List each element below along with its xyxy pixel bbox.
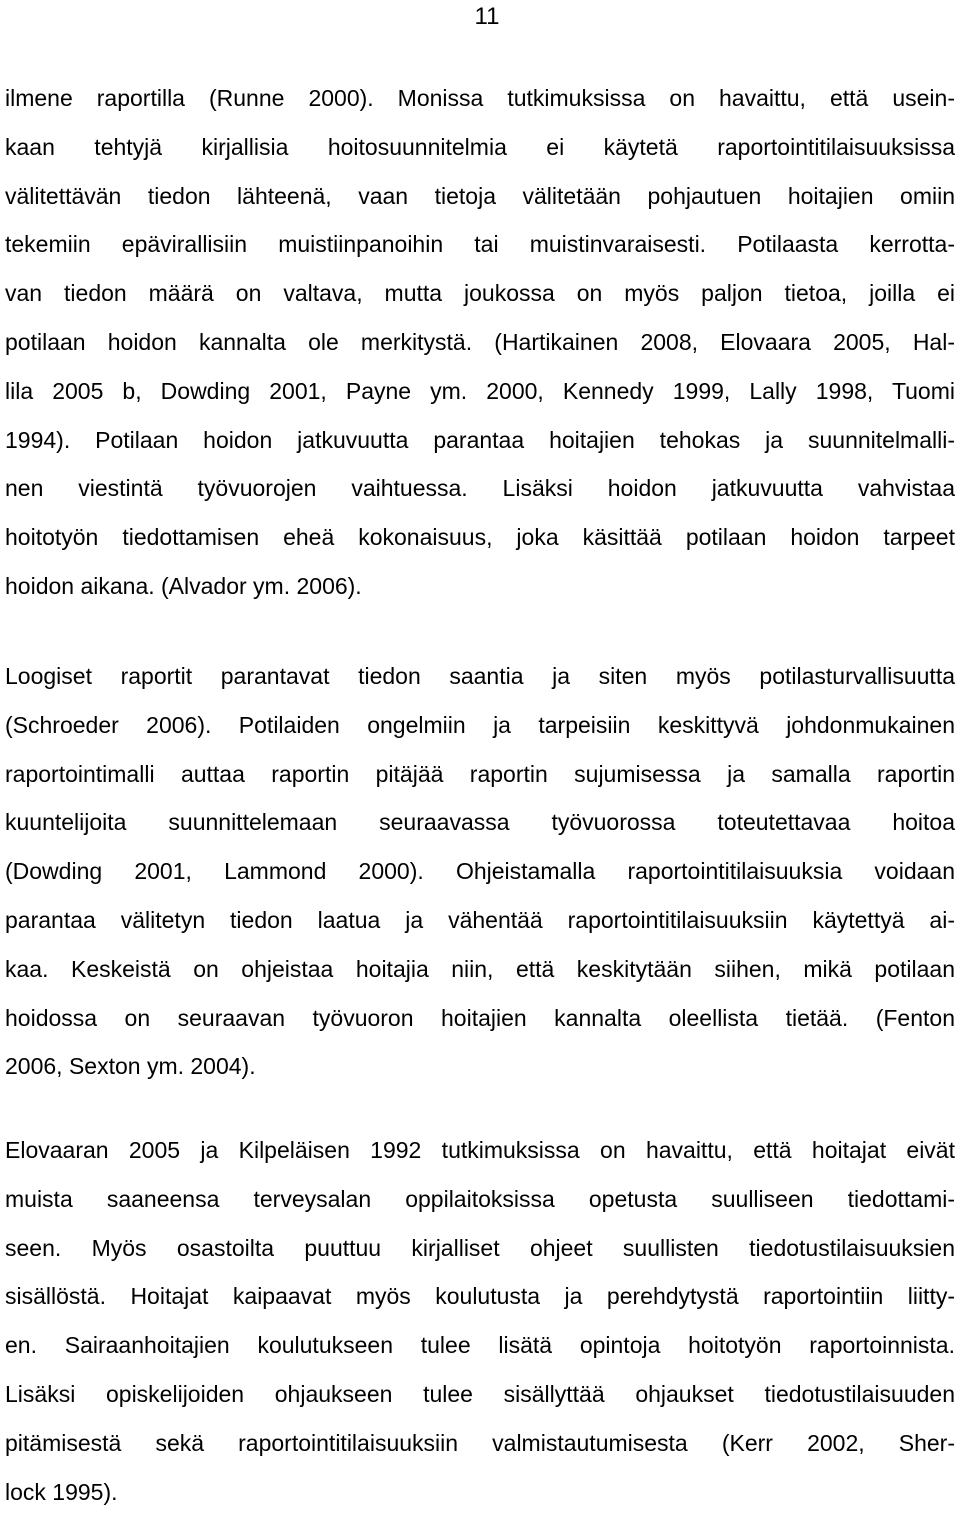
text-line: Loogiset raportit parantavat tiedon saantia ja siten myös potilasturvallisuutta [5,663,955,689]
text-line: kuuntelijoita suunnittelemaan seuraavassa työvuorossa toteutettavaa hoitoa [5,809,955,836]
text-line: hoidon aikana. (Alvador ym. 2006). [5,572,362,599]
text-line: en. Sairaanhoitajien koulutukseen tulee lisätä opintoja hoitotyön raportoinnista. [5,1332,955,1359]
text-line: muista saaneensa terveysalan oppilaitoksissa opetusta suulliseen tiedottami- [5,1185,955,1212]
text-line: van tiedon määrä on valtava, mutta joukossa on myös paljon tietoa, joilla ei [5,280,955,307]
text-line: parantaa välitetyn tiedon laatua ja vähentää raportointitilaisuuksiin käytettyä ai- [5,906,955,933]
text-line: (Dowding 2001, Lammond 2000). Ohjeistamalla raportointitilaisuuksia voidaan [5,858,955,885]
text-line: potilaan hoidon kannalta ole merkitystä. (Hartikainen 2008, Elovaara 2005, Hal- [5,328,955,355]
text-line: Lisäksi opiskelijoiden ohjaukseen tulee sisällyttää ohjaukset tiedotustilaisuuden [5,1380,955,1407]
text-line: 1994). Potilaan hoidon jatkuvuutta parantaa hoitajien tehokas ja suunnitelmalli- [5,426,955,453]
text-line: hoitotyön tiedottamisen eheä kokonaisuus, joka käsittää potilaan hoidon tarpeet [5,524,955,551]
text-line: 2006, Sexton ym. 2004). [5,1053,256,1080]
paragraph-3 [5,1126,955,1516]
text-line: pitämisestä sekä raportointitilaisuuksiin valmistautumisesta (Kerr 2002, Sher- [5,1429,955,1456]
text-line: ilmene raportilla (Runne 2000). Monissa tutkimuksissa on havaittu, että usein- [5,85,955,111]
text-line: lock 1995). [5,1478,118,1505]
page-number: 11 [474,3,500,30]
text-line: seen. Myös osastoilta puuttuu kirjalliset ohjeet suullisten tiedotustilaisuuksien [5,1234,955,1261]
text-line: tekemiin epävirallisiin muistiinpanoihin tai muistinvaraisesti. Potilaasta kerrotta- [5,231,955,258]
paragraph-2 [5,652,955,1091]
text-line: kaan tehtyjä kirjallisia hoitosuunnitelmia ei käytetä raportointitilaisuuksissa [5,133,955,160]
text-line: hoidossa on seuraavan työvuoron hoitajien kannalta oleellista tietää. (Fenton [5,1004,955,1031]
paragraph-1 [5,74,955,611]
text-line: (Schroeder 2006). Potilaiden ongelmiin ja tarpeisiin keskittyvä johdonmukainen [5,711,955,738]
text-line: nen viestintä työvuorojen vaihtuessa. Lisäksi hoidon jatkuvuutta vahvistaa [5,475,955,502]
text-line: Elovaaran 2005 ja Kilpeläisen 1992 tutkimuksissa on havaittu, että hoitajat eivät [5,1137,955,1163]
text-line: sisällöstä. Hoitajat kaipaavat myös koulutusta ja perehdytystä raportointiin liitty- [5,1283,955,1310]
text-line: välitettävän tiedon lähteenä, vaan tietoja välitetään pohjautuen hoitajien omiin [5,182,955,209]
text-line: raportointimalli auttaa raportin pitäjää raportin sujumisessa ja samalla raportin [5,760,955,787]
text-line: lila 2005 b, Dowding 2001, Payne ym. 2000, Kennedy 1999, Lally 1998, Tuomi [5,377,955,404]
text-line: kaa. Keskeistä on ohjeistaa hoitajia niin, että keskitytään siihen, mikä potilaan [5,955,955,982]
